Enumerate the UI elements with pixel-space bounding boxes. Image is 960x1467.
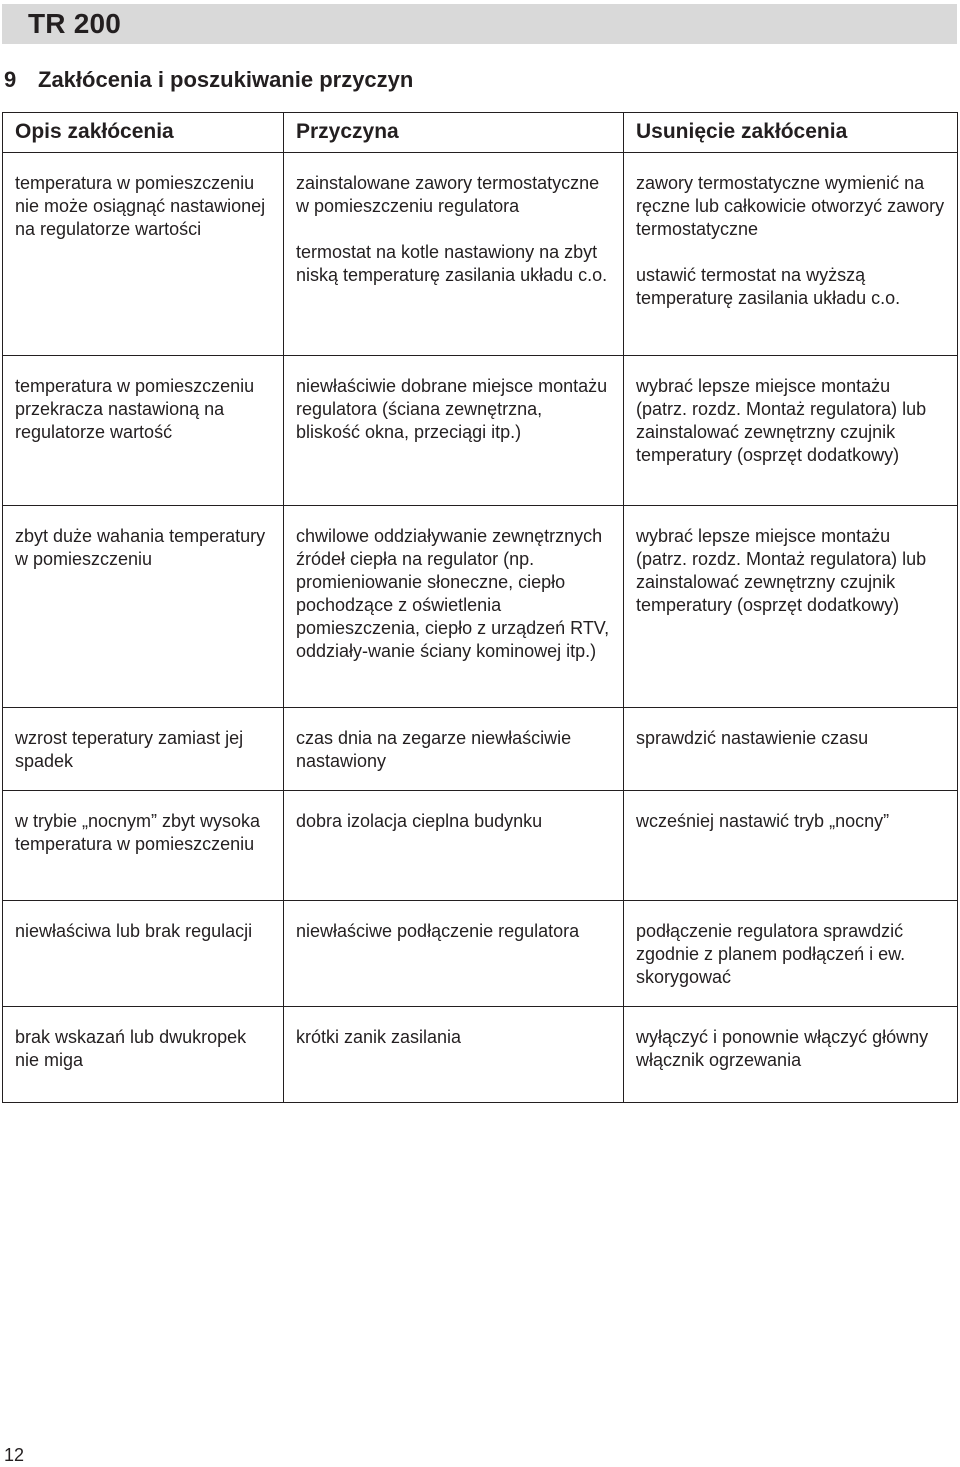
section-number: 9	[4, 67, 17, 92]
fault-cause: krótki zanik zasilania	[296, 1027, 462, 1047]
table-row	[3, 791, 958, 901]
table-row	[3, 1007, 958, 1103]
fault-remedy: podłączenie regulatora sprawdzić zgodnie z planem podłączeń i ew. skorygować	[636, 921, 906, 987]
fault-remedy-cell	[624, 708, 958, 791]
fault-cause: zainstalowane zawory termostatyczne w pomieszczeniu regulatora	[296, 173, 600, 216]
fault-cause-cell	[284, 1007, 624, 1103]
fault-remedy: wybrać lepsze miejsce montażu (patrz. rozdz. Montaż regulatora) lub zainstalować zewnętrzny czujnik temperatury (osprzęt dodatkowy)	[636, 526, 927, 615]
fault-remedy: zawory termostatyczne wymienić na ręczne lub całkowicie otworzyć zawory termostatyczne	[636, 173, 945, 239]
fault-cause-cell	[284, 901, 624, 1007]
column-header-remedy: Usunięcie zakłócenia	[624, 113, 958, 153]
fault-cause-cell	[284, 708, 624, 791]
fault-description: niewłaściwa lub brak regulacji	[15, 921, 253, 941]
table-header-row	[3, 113, 958, 153]
fault-cause-cell	[284, 153, 624, 356]
fault-description: w trybie „nocnym” zbyt wysoka temperatura w pomieszczeniu	[15, 811, 261, 854]
fault-remedy-cell	[624, 901, 958, 1007]
fault-description-cell	[3, 153, 284, 356]
fault-remedy-cell	[624, 153, 958, 356]
fault-remedy-cell	[624, 506, 958, 708]
fault-cause-cell	[284, 356, 624, 506]
fault-cause-cell	[284, 506, 624, 708]
fault-cause-cell	[284, 791, 624, 901]
fault-description: brak wskazań lub dwukropek nie miga	[15, 1027, 247, 1070]
table-row	[3, 708, 958, 791]
fault-description-cell	[3, 1007, 284, 1103]
fault-remedy: wybrać lepsze miejsce montażu (patrz. rozdz. Montaż regulatora) lub zainstalować zewnętrzny czujnik temperatury (osprzęt dodatkowy)	[636, 376, 927, 465]
fault-cause: czas dnia na zegarze niewłaściwie nastawiony	[296, 728, 572, 771]
fault-cause: niewłaściwie dobrane miejsce montażu regulatora (ściana zewnętrzna, bliskość okna, przeciągi itp.)	[296, 376, 608, 442]
fault-remedy-cell	[624, 356, 958, 506]
fault-description: temperatura w pomieszczeniu nie może osiągnąć nastawionej na regulatorze wartości	[15, 173, 266, 239]
column-header-cause: Przyczyna	[284, 113, 624, 153]
fault-cause: dobra izolacja cieplna budynku	[296, 811, 543, 831]
document-title: TR 200	[28, 8, 122, 39]
table-row	[3, 901, 958, 1007]
column-header-description: Opis zakłócenia	[3, 113, 284, 153]
fault-remedy: wcześniej nastawić tryb „nocny”	[636, 811, 890, 831]
fault-table	[2, 112, 958, 1103]
fault-remedy-cell	[624, 791, 958, 901]
table-row	[3, 153, 958, 356]
fault-remedy: ustawić termostat na wyższą temperaturę zasilania układu c.o.	[636, 265, 901, 308]
fault-description-cell	[3, 356, 284, 506]
fault-description-cell	[3, 791, 284, 901]
table-row	[3, 356, 958, 506]
section-heading	[4, 66, 413, 94]
fault-description: temperatura w pomieszczeniu przekracza nastawioną na regulatorze wartość	[15, 376, 255, 442]
fault-remedy: wyłączyć i ponownie włączyć główny włącznik ogrzewania	[636, 1027, 929, 1070]
fault-description-cell	[3, 506, 284, 708]
fault-remedy: sprawdzić nastawienie czasu	[636, 728, 869, 748]
fault-description: wzrost teperatury zamiast jej spadek	[15, 728, 244, 771]
fault-description-cell	[3, 708, 284, 791]
header-bar	[2, 4, 957, 44]
fault-cause: niewłaściwe podłączenie regulatora	[296, 921, 580, 941]
page-number: 12	[4, 1445, 25, 1465]
fault-description: zbyt duże wahania temperatury w pomieszczeniu	[15, 526, 266, 569]
fault-cause: termostat na kotle nastawiony na zbyt niską temperaturę zasilania układu c.o.	[296, 242, 608, 285]
fault-description-cell	[3, 901, 284, 1007]
fault-remedy-cell	[624, 1007, 958, 1103]
section-title: Zakłócenia i poszukiwanie przyczyn	[38, 67, 414, 92]
table-row	[3, 506, 958, 708]
fault-cause: chwilowe oddziaływanie zewnętrznych źródeł ciepła na regulator (np. promieniowanie słoneczne, ciepło pochodzące z oświetlenia pomieszczenia, ciepło z urządzeń RTV, oddziały-wanie ściany kominowej itp.)	[296, 526, 610, 661]
